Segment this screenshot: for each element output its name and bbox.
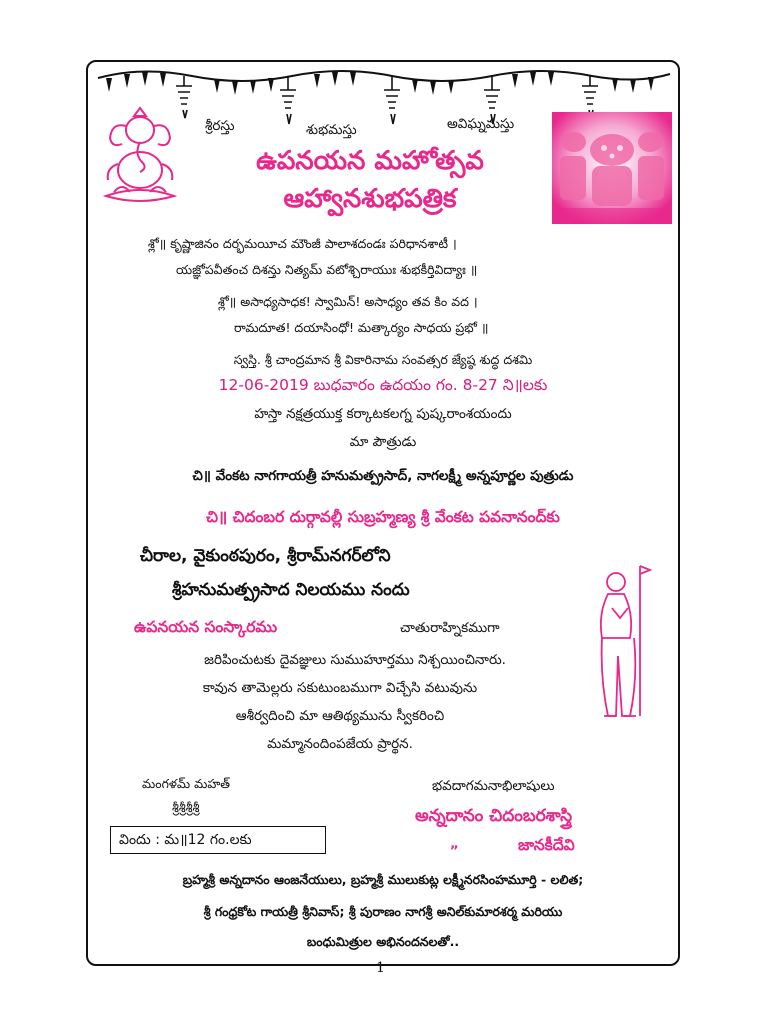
ceremony-name: ఉపనయన సంస్కారము [134,618,278,636]
blessing-avighnamastu: అవిఘ్నమస్తు [447,116,515,132]
blessing-srirastu: శ్రీరస్తు [205,118,235,134]
shloka-line: శ్లో॥ కృష్ణాజినం దర్భమయీచ మౌంజీ పాలాశదండః పరిధానశాటీ । [148,236,457,251]
ganesha-icon [94,100,186,208]
ceremony-duration: చాతురాహ్నికముగా [400,620,500,636]
ceremony-line: ఆశీర్వదించి మా ఆతిథ్యమును స్వీకరించి [235,708,445,724]
venue-house: శ్రీహనుమత్ప్రసాద నిలయము నందు [172,580,410,600]
sri-repeated: శ్రీశ్రీశ్రీశ్రీ [172,800,200,815]
greetings-closing: బంధుమిత్రుల అభినందనలతో.. [306,934,460,949]
parents-line: చి॥ వేంకట నాగగాయత్రీ హనుమత్ప్రసాద్, నాగలక్ష్మీ అన్నపూర్ణల పుత్రుడు [192,468,574,484]
vatu-boy-icon [590,560,654,738]
hosts-heading: భవదాగమనాభిలాషులు [432,778,555,794]
shloka-line: యజ్ఞోపవీతంచ దిశన్తు నిత్యమ్ వటోశ్చిరాయుః శుభకీర్తివిద్యాః ॥ [176,262,478,277]
page-number: 1 [376,960,385,976]
ceremony-line: మమ్మానందింపజేయ ప్రార్థన. [267,736,413,752]
ditto-mark: „ [450,836,459,852]
ceremony-line: కావున తామెల్లరు సకుటుంబముగా విచ్చేసి వటువును [202,680,478,696]
shloka-line: రామదూత! దయాసింధో! మత్కార్యం సాధయ ప్రభో ॥ [234,320,489,335]
muhurtham-datetime: 12-06-2019 బుధవారం ఉదయం గం. 8-27 ని॥లకు [218,376,548,394]
invitation-subtitle: ఆహ్వానశుభపత్రిక [283,184,457,214]
feast-time-box: విందు : మ॥12 గం.లకు [110,826,326,854]
ceremony-line: జరిపించుటకు దైవజ్ఞులు సుముహూర్తము నిశ్చయించినారు. [204,652,506,668]
shloka-line: శ్లో॥ అసాధ్యసాధక! స్వామిన్! అసాధ్యం తవ కిం వద । [218,294,478,309]
greetings-line: శ్రీ గంధ్రకోట గాయత్రీ శ్రీనివాస్; శ్రీ పురాణం నాగశ్రీ అనిల్‌కుమారశర్మ మరియు [203,904,563,919]
host-name-1: అన్నదానం చిదంబరశాస్త్రి [415,806,573,826]
greetings-line: బ్రహ్మశ్రీ అన్నదానం ఆంజనేయులు, బ్రహ్మశ్రీ ములుకుట్ల లక్ష్మీనరసింహమూర్తి - లలిత; [182,872,584,887]
deity-picture [552,112,672,224]
vatu-name: చి॥ చిదంబర దుర్గావల్లీ సుబ్రహ్మణ్య శ్రీ వేంకట పవనానంద్‌కు [206,508,560,526]
blessing-subhamastu: శుభమస్తు [306,122,357,138]
nakshatra-line: హస్తా నక్షత్రయుక్త కర్కాటకలగ్న పుష్కరాంశయందు [254,406,512,422]
samvatsara-line: స్వస్తి. శ్రీ చాంద్రమాన శ్రీ వికారినామ సంవత్సర జ్యేష్ఠ శుద్ధ దశమి [233,352,533,367]
invitation-title: ఉపనయన మహోత్సవ [256,146,484,176]
mangalam-mahat: మంగళమ్ మహత్ [142,776,230,791]
grandson-label: మా పౌత్రుడు [349,434,417,450]
host-name-2: జానకీదేవి [518,836,575,854]
venue-line: చీరాల, వైకుంఠపురం, శ్రీరామ్‌నగర్‌లోని [140,546,391,566]
